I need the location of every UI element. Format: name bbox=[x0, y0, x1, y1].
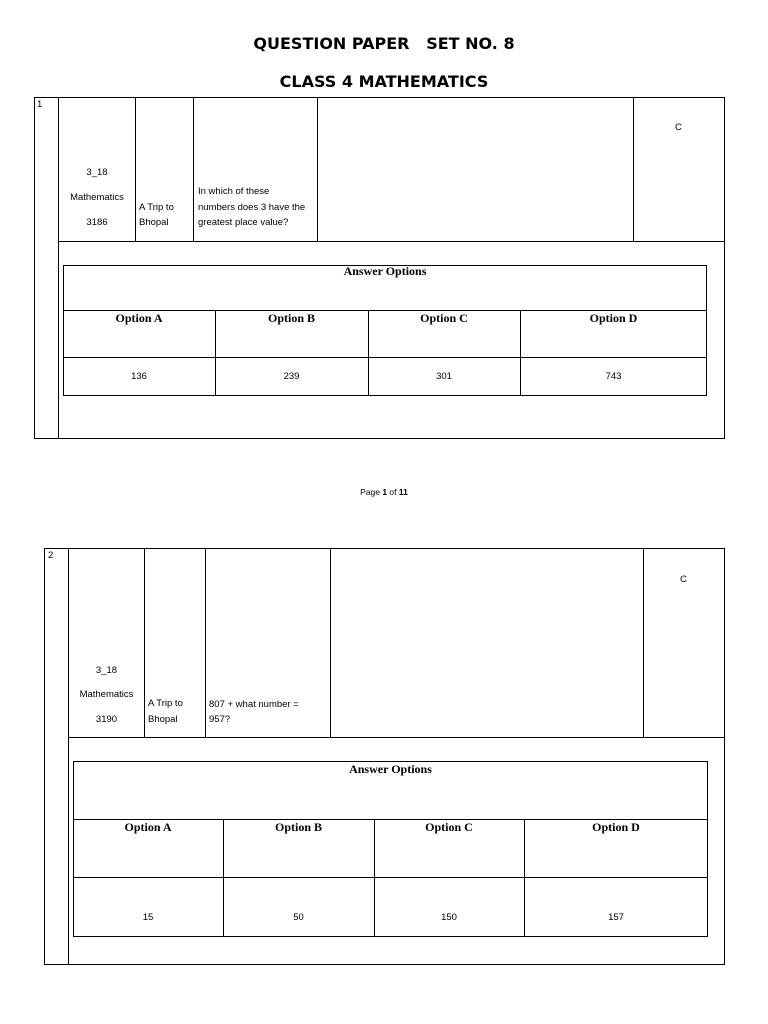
divider bbox=[68, 548, 69, 965]
question-chapter-line2: Bhopal bbox=[139, 217, 169, 228]
question-chapter-line1: A Trip to bbox=[148, 698, 183, 709]
page-footer-middle: of bbox=[387, 487, 399, 497]
divider bbox=[68, 737, 724, 738]
divider bbox=[58, 241, 724, 242]
option-d-label: Option D bbox=[589, 311, 638, 325]
question-code: 3_18 bbox=[86, 167, 108, 178]
divider bbox=[205, 548, 206, 737]
question-number: 1 bbox=[37, 99, 43, 110]
option-b-value: 239 bbox=[283, 371, 300, 382]
question-text-line3: greatest place value? bbox=[198, 217, 289, 228]
answer-options-heading: Answer Options bbox=[349, 762, 432, 776]
divider bbox=[317, 97, 318, 241]
question-subject: Mathematics bbox=[70, 192, 124, 203]
page-footer-prefix: Page bbox=[360, 487, 383, 497]
question-number: 2 bbox=[48, 550, 54, 561]
divider bbox=[73, 877, 708, 878]
page-total-number: 11 bbox=[398, 487, 408, 497]
option-d-value: 743 bbox=[605, 371, 622, 382]
option-a-label: Option A bbox=[124, 820, 172, 834]
question-id: 3186 bbox=[86, 217, 108, 228]
page-footer bbox=[0, 487, 768, 497]
option-b-label: Option B bbox=[267, 311, 315, 325]
answer-options-heading: Answer Options bbox=[343, 264, 427, 278]
divider bbox=[193, 97, 194, 241]
question-chapter-line1: A Trip to bbox=[139, 202, 174, 213]
question-text-line2: numbers does 3 have the bbox=[198, 202, 306, 213]
question-text-line2: 957? bbox=[209, 714, 231, 725]
question-chapter-line2: Bhopal bbox=[148, 714, 178, 725]
question-text-line1: In which of these bbox=[198, 186, 270, 197]
answer-key: C bbox=[675, 122, 682, 133]
option-c-value: 301 bbox=[436, 371, 452, 382]
divider bbox=[144, 548, 145, 737]
divider bbox=[330, 548, 331, 737]
option-b-value: 50 bbox=[293, 912, 304, 923]
option-c-value: 150 bbox=[441, 912, 457, 923]
page-current-number: 1 bbox=[382, 487, 388, 497]
question-code: 3_18 bbox=[95, 665, 118, 676]
question-subject: Mathematics bbox=[79, 689, 134, 700]
option-c-label: Option C bbox=[425, 820, 473, 834]
divider bbox=[58, 97, 59, 439]
option-c-label: Option C bbox=[420, 311, 468, 325]
page-title: QUESTION PAPER SET NO. 8 bbox=[253, 34, 515, 53]
question-id: 3190 bbox=[95, 714, 118, 725]
question-text-line1: 807 + what number = bbox=[209, 699, 299, 710]
option-a-value: 15 bbox=[142, 912, 154, 923]
answer-key: C bbox=[680, 574, 687, 585]
divider bbox=[633, 97, 634, 241]
option-d-value: 157 bbox=[608, 912, 624, 923]
page-subtitle: CLASS 4 MATHEMATICS bbox=[279, 72, 489, 91]
option-d-label: Option D bbox=[592, 820, 640, 834]
option-b-label: Option B bbox=[274, 820, 322, 834]
divider bbox=[643, 548, 644, 737]
divider bbox=[135, 97, 136, 241]
option-a-value: 136 bbox=[131, 371, 147, 382]
option-a-label: Option A bbox=[115, 311, 163, 325]
divider bbox=[63, 357, 707, 358]
